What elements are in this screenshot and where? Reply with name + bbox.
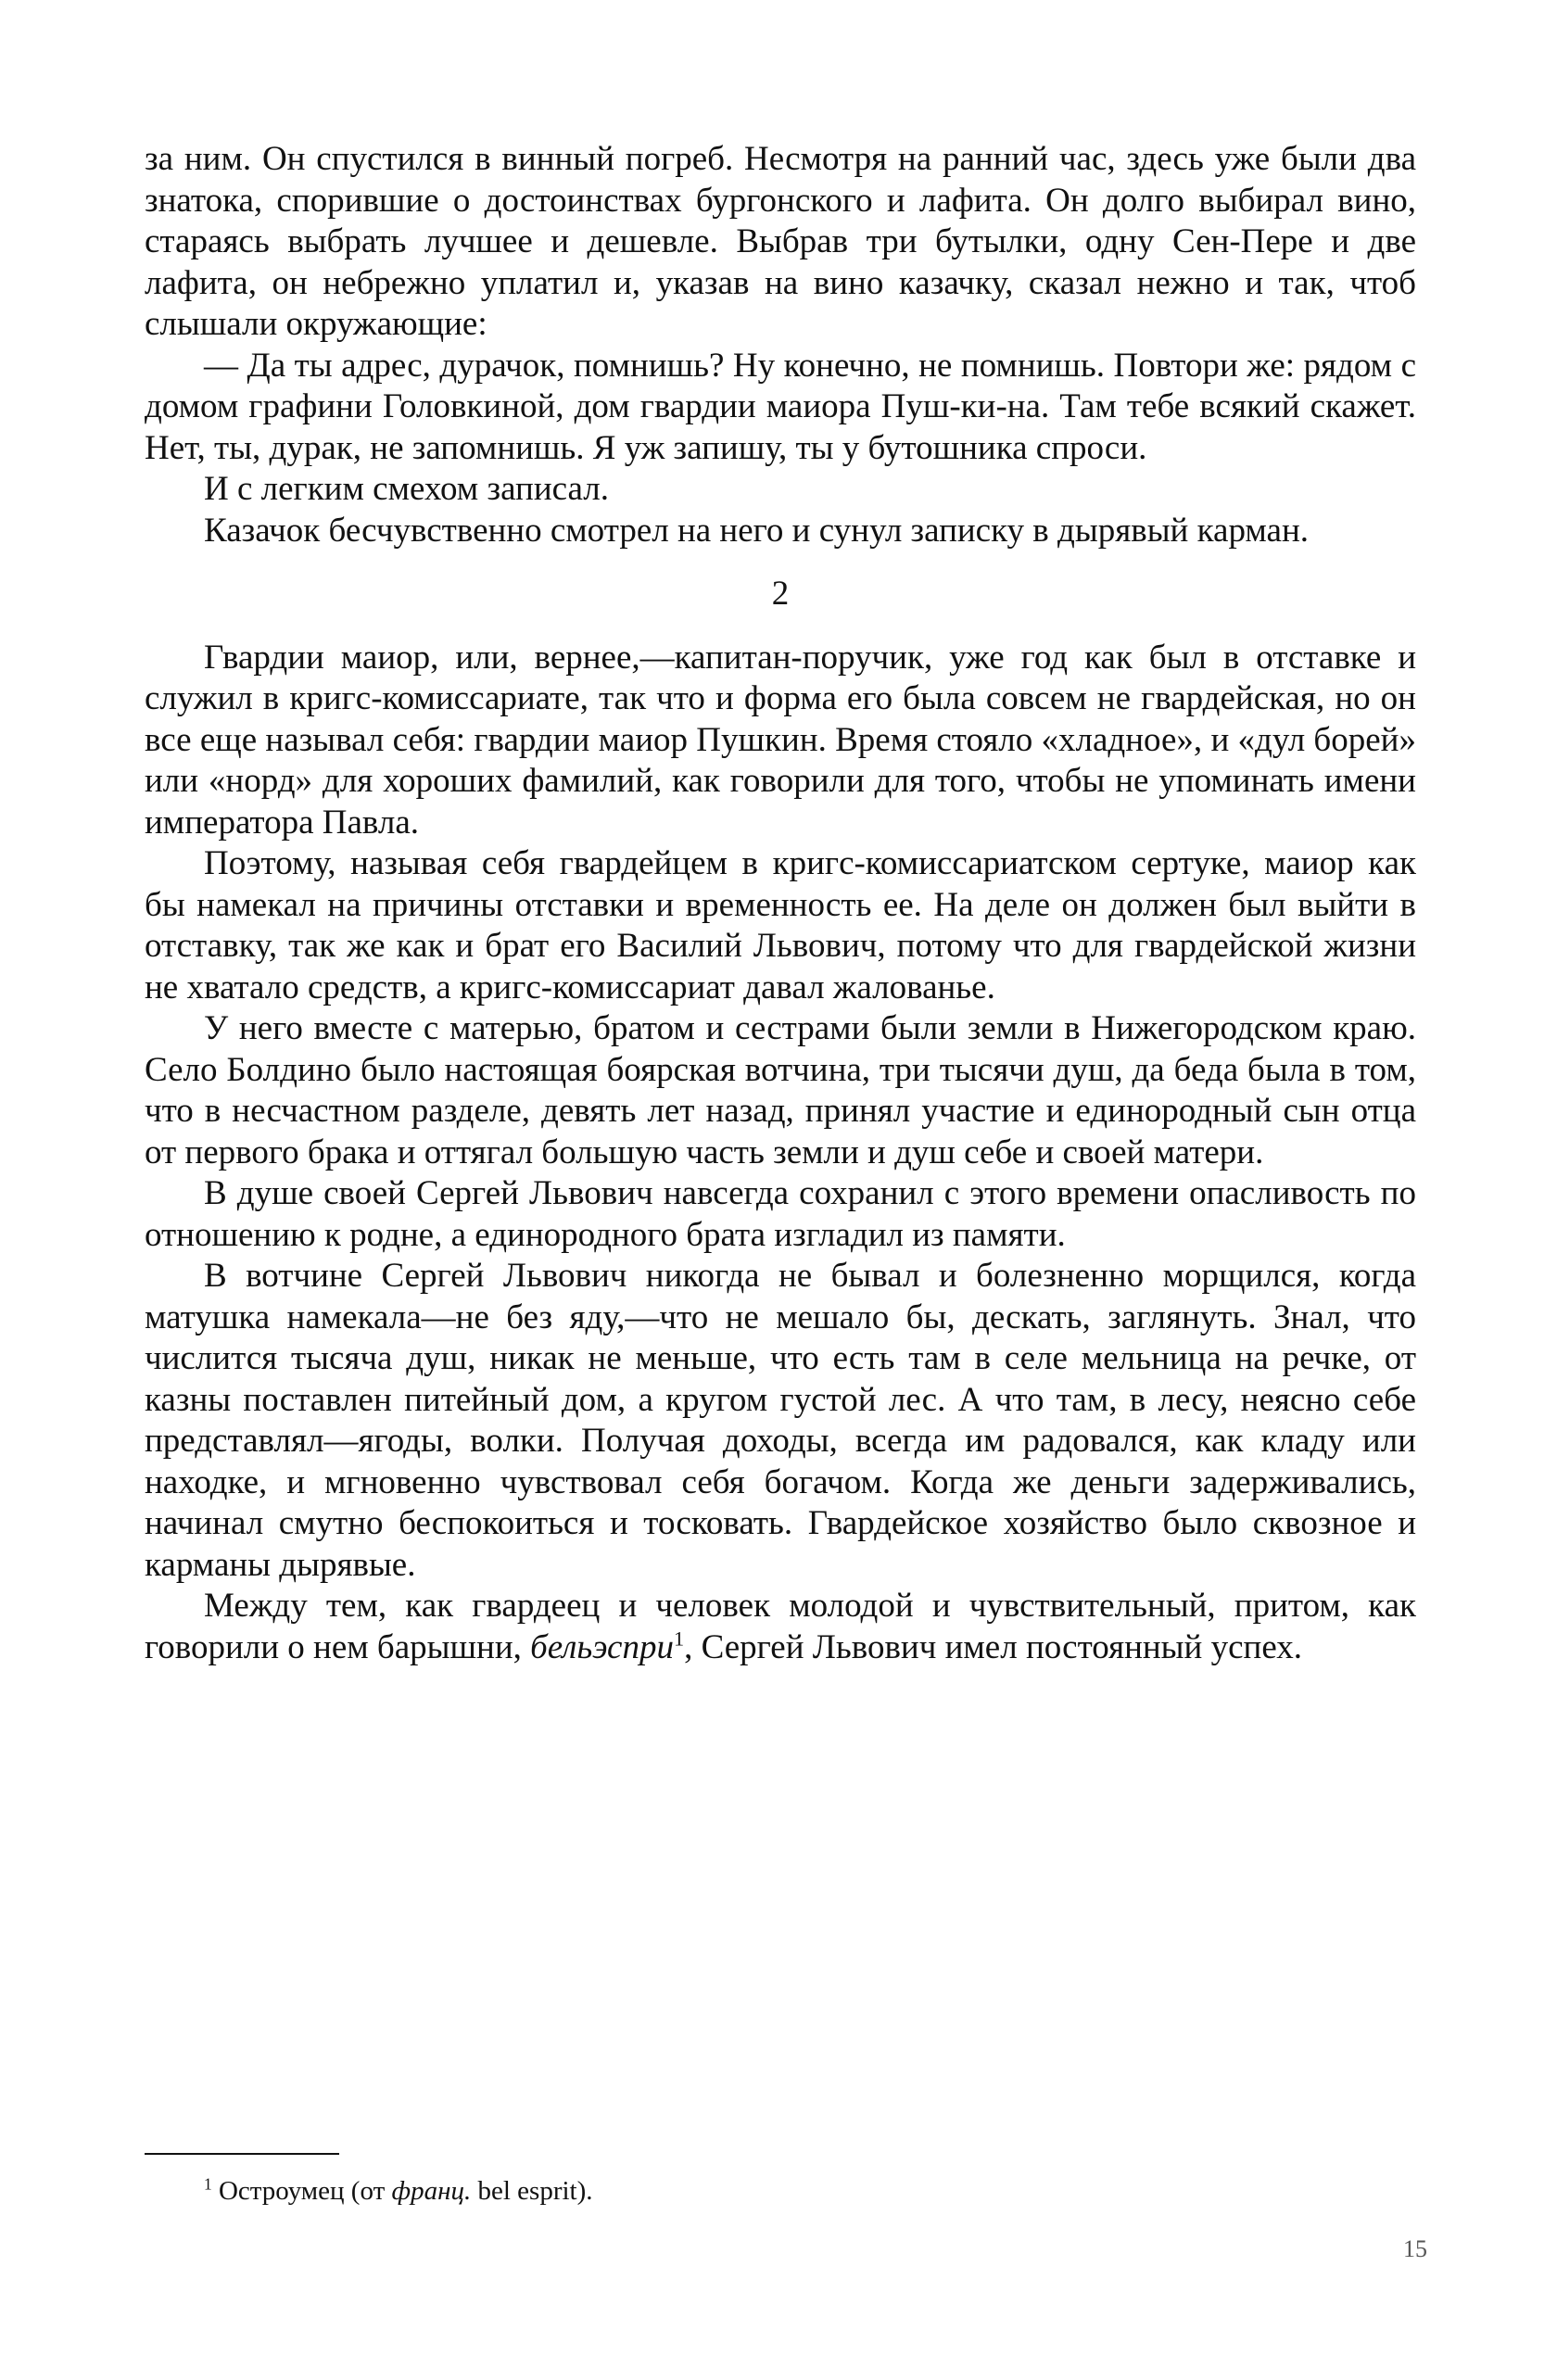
paragraph-last xyxy=(145,1586,1416,1668)
footnote-italic: франц. xyxy=(391,2176,472,2206)
footnote-divider xyxy=(145,2153,339,2155)
footnote-text: bel esprit). xyxy=(471,2176,593,2206)
paragraph: Поэтому, называя себя гвардейцем в кригс-комиссариатском сертуке, маиор как бы намекал на причины отставки и временность ее. На деле он должен был выйти в отставку, так же как и брат его Василий Львович, потому что для гвардейской жизни не хватало средств, а кригс-комиссариат давал жалованье. xyxy=(145,844,1416,1006)
section-number: 2 xyxy=(771,575,790,613)
page-number: 15 xyxy=(1403,2235,1427,2262)
italic-word: бельэспри xyxy=(530,1627,674,1666)
footnote-mark: 1 xyxy=(673,1627,685,1651)
footnote-text: Остроумец (от xyxy=(211,2176,392,2206)
paragraph: Гвардии маиор, или, вернее,—капитан-поручик, уже год как был в отставке и служил в кригс-комиссариате, так что и форма его была совсем не гвардейская, но он все еще называл себя: гвардии маиор Пушкин. Время стояло «хладное», и «дул борей» или «норд» для хороших фамилий, как говорили для того, чтобы не упоминать имени императора Павла. xyxy=(145,638,1416,842)
paragraph: — Да ты адрес, дурачок, помнишь? Ну конечно, не помнишь. Повтори же: рядом с домом графини Головкиной, дом гвардии маиора Пуш-ки-на. Там тебе всякий скажет. Нет, ты, дурак, не запомнишь. Я уж запишу, ты у бутошника спроси. xyxy=(145,346,1416,467)
paragraph-text: , Сергей Львович имел постоянный успех. xyxy=(684,1627,1303,1666)
main-text xyxy=(145,139,1416,1668)
footnote-number: 1 xyxy=(204,2174,212,2194)
footnote xyxy=(204,2174,1131,2208)
paragraph-text: Между тем, как гвардеец и человек молодой и чувствительный, притом, как говорили о нем барышни, xyxy=(145,1587,1416,1666)
paragraph: У него вместе с матерью, братом и сестрами были земли в Нижегородском краю. Село Болдино было настоящая боярская вотчина, три тысячи душ, да беда была в том, что в несчастном разделе, девять лет назад, принял участие и единородный сын отца от первого брака и оттягал большую часть земли и душ себе и своей матери. xyxy=(145,1009,1416,1171)
paragraph: В вотчине Сергей Львович никогда не бывал и болезненно морщился, когда матушка намекала—не без яду,—что не мешало бы, дескать, заглянуть. Знал, что числится тысяча душ, никак не меньше, что есть там в селе мельница на речке, от казны поставлен питейный дом, а кругом густой лес. А что там, в лесу, неясно себе представлял—ягоды, волки. Получая доходы, всегда им радовался, как кладу или находке, и мгновенно чувствовал себя богачом. Когда же деньги задерживались, начинал смутно беспокоиться и тосковать. Гвардейское хозяйство было сквозное и карманы дырявые. xyxy=(145,1257,1416,1584)
paragraph: В душе своей Сергей Львович навсегда сохранил с этого времени опасливость по отношению к родне, а единородного брата изгладил из памяти. xyxy=(145,1174,1416,1254)
paragraph: за ним. Он спустился в винный погреб. Несмотря на ранний час, здесь уже были два знатока, спорившие о достоинствах бургонского и лафита. Он долго выбирал вино, стараясь выбрать лучшее и дешевле. Выбрав три бутылки, одну Сен-Пере и две лафита, он небрежно уплатил и, указав на вино казачку, сказал нежно и так, чтоб слышали окружающие: xyxy=(145,140,1416,343)
paragraph: И с легким смехом записал. xyxy=(204,470,609,508)
paragraph: Казачок бесчувственно смотрел на него и сунул записку в дырявый карман. xyxy=(204,511,1310,550)
